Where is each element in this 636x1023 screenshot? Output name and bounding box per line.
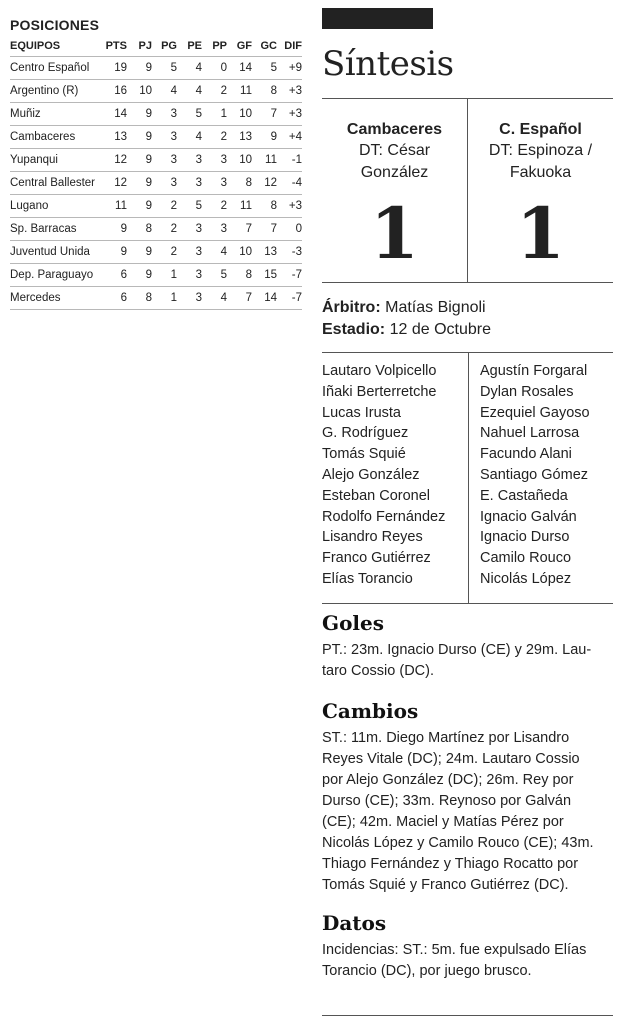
player-name: Esteban Coronel	[322, 487, 431, 504]
stat-cell: 8	[252, 79, 277, 102]
column-header: EQUIPOS	[10, 36, 102, 56]
match-officials	[322, 297, 613, 341]
standings-table	[10, 36, 302, 310]
team-name-cell: Muñiz	[10, 102, 102, 125]
stat-cell: 3	[202, 171, 227, 194]
stat-cell: 6	[102, 286, 127, 309]
stat-cell: 0	[202, 56, 227, 79]
changes-text	[322, 728, 613, 896]
stat-cell: 4	[177, 125, 202, 148]
stat-cell: 11	[227, 79, 252, 102]
stat-cell: 9	[127, 240, 152, 263]
stat-cell: 11	[252, 148, 277, 171]
standings-row	[10, 125, 302, 148]
stat-cell: 3	[177, 217, 202, 240]
stat-cell: +3	[277, 102, 302, 125]
stat-cell: 4	[152, 79, 177, 102]
stat-cell: 9	[127, 56, 152, 79]
stat-cell: 9	[252, 125, 277, 148]
stat-cell: 9	[102, 217, 127, 240]
stat-cell: 2	[202, 79, 227, 102]
stat-cell: 4	[202, 240, 227, 263]
referee-name: Matías Bignoli	[385, 299, 486, 316]
stat-cell: 3	[177, 286, 202, 309]
column-header: PJ	[127, 36, 152, 56]
stat-cell: 11	[102, 194, 127, 217]
stat-cell: 3	[202, 148, 227, 171]
stat-cell: 16	[102, 79, 127, 102]
section-marker-bar	[322, 8, 433, 29]
stat-cell: 10	[127, 79, 152, 102]
stat-cell: 6	[102, 263, 127, 286]
text-line: Tomás Squié y Franco Gutiérrez (DC).	[322, 877, 569, 893]
column-header: PE	[177, 36, 202, 56]
player-name: Nicolás López	[480, 570, 572, 587]
team-name-cell: Mercedes	[10, 286, 102, 309]
player-name: Ignacio Galván	[480, 508, 577, 525]
player-name: G. Rodríguez	[322, 425, 409, 442]
stat-cell: 0	[277, 217, 302, 240]
home-coach: DT: César	[358, 142, 431, 159]
stat-cell: 13	[252, 240, 277, 263]
player-name: E. Castañeda	[480, 487, 568, 504]
text-line: PT.: 23m. Ignacio Durso (CE) y 29m. Lau-	[322, 642, 592, 658]
stat-cell: 8	[127, 286, 152, 309]
stat-cell: 7	[227, 286, 252, 309]
stat-cell: 1	[152, 263, 177, 286]
divider	[322, 282, 613, 283]
column-header: DIF	[277, 36, 302, 56]
standings-row	[10, 194, 302, 217]
team-name-cell: Yupanqui	[10, 148, 102, 171]
stat-cell: 3	[177, 263, 202, 286]
referee-line	[322, 297, 613, 319]
stat-cell: 8	[227, 171, 252, 194]
divider	[322, 603, 613, 604]
team-name-cell: Juventud Unida	[10, 240, 102, 263]
stat-cell: -7	[277, 286, 302, 309]
text-line: Reyes Vitale (DC); 24m. Lautaro Cossio	[322, 751, 580, 767]
referee-label: Árbitro:	[322, 299, 381, 316]
vertical-divider	[468, 352, 469, 603]
stat-cell: +4	[277, 125, 302, 148]
text-line: Incidencias: ST.: 5m. fue expulsado Elías	[322, 942, 587, 958]
stat-cell: 8	[127, 217, 152, 240]
home-coach-surname: González	[360, 164, 429, 181]
column-header: GF	[227, 36, 252, 56]
stat-cell: 3	[152, 171, 177, 194]
stat-cell: 14	[102, 102, 127, 125]
stat-cell: 5	[252, 56, 277, 79]
stat-cell: 19	[102, 56, 127, 79]
goals-heading: Goles	[322, 611, 385, 635]
player-name: Nahuel Larrosa	[480, 425, 580, 442]
away-coach-surname: Fakuoka	[509, 164, 572, 181]
team-name-cell: Lugano	[10, 194, 102, 217]
stat-cell: 3	[152, 125, 177, 148]
teams-scoreboard	[322, 99, 613, 282]
stat-cell: 9	[127, 263, 152, 286]
player-name: Ignacio Durso	[480, 529, 570, 546]
player-name: Lautaro Volpicello	[322, 363, 437, 379]
text-line: Durso (CE); 33m. Reynoso por Galván	[322, 793, 572, 809]
stat-cell: -7	[277, 263, 302, 286]
stat-cell: 13	[102, 125, 127, 148]
changes-heading: Cambios	[322, 699, 419, 723]
team-name-cell: Argentino (R)	[10, 79, 102, 102]
goals-text	[322, 640, 613, 682]
home-team	[322, 99, 467, 282]
standings-row	[10, 240, 302, 263]
text-line: ST.: 11m. Diego Martínez por Lisandro	[322, 730, 570, 746]
team-name-cell: Sp. Barracas	[10, 217, 102, 240]
stat-cell: 2	[152, 240, 177, 263]
column-header: PG	[152, 36, 177, 56]
away-team	[468, 99, 613, 282]
stat-cell: 5	[177, 194, 202, 217]
player-name: Santiago Gómez	[480, 466, 589, 483]
lineups	[322, 352, 613, 603]
standings-row	[10, 171, 302, 194]
stat-cell: 15	[252, 263, 277, 286]
standings-row	[10, 148, 302, 171]
stat-cell: 9	[127, 102, 152, 125]
standings-row	[10, 56, 302, 79]
stadium-label: Estadio:	[322, 321, 386, 338]
stat-cell: 3	[177, 148, 202, 171]
stat-cell: 7	[227, 217, 252, 240]
stat-cell: 10	[227, 102, 252, 125]
divider	[322, 1015, 613, 1016]
stat-cell: 3	[202, 217, 227, 240]
stat-cell: 12	[252, 171, 277, 194]
standings-row	[10, 102, 302, 125]
stat-cell: 13	[227, 125, 252, 148]
data-text	[322, 940, 613, 982]
stat-cell: 9	[127, 171, 152, 194]
stat-cell: 4	[177, 79, 202, 102]
away-lineup	[480, 361, 590, 590]
away-score: 1	[516, 192, 565, 275]
stat-cell: 10	[227, 240, 252, 263]
stat-cell: 9	[102, 240, 127, 263]
player-name: Facundo Alani	[480, 446, 572, 463]
stat-cell: 8	[227, 263, 252, 286]
player-name: Elías Torancio	[322, 570, 413, 587]
team-name-cell: Dep. Paraguayo	[10, 263, 102, 286]
stat-cell: 3	[152, 148, 177, 171]
team-name-cell: Centro Español	[10, 56, 102, 79]
player-name: Ezequiel Gayoso	[480, 404, 590, 421]
standings-table-section	[10, 14, 302, 310]
stat-cell: -4	[277, 171, 302, 194]
stat-cell: 9	[127, 148, 152, 171]
player-name: Rodolfo Fernández	[322, 508, 446, 525]
stat-cell: 2	[152, 194, 177, 217]
stat-cell: 4	[202, 286, 227, 309]
player-name: Camilo Rouco	[480, 550, 572, 567]
standings-title: POSICIONES	[10, 17, 100, 33]
standings-row	[10, 217, 302, 240]
stat-cell: +3	[277, 194, 302, 217]
player-name: Dylan Rosales	[480, 383, 574, 400]
stat-cell: 5	[202, 263, 227, 286]
stat-cell: 1	[202, 102, 227, 125]
home-score: 1	[370, 192, 419, 275]
stat-cell: 4	[177, 56, 202, 79]
stat-cell: 2	[202, 125, 227, 148]
stat-cell: 10	[227, 148, 252, 171]
standings-row	[10, 263, 302, 286]
player-name: Franco Gutiérrez	[322, 550, 431, 567]
team-name-cell: Cambaceres	[10, 125, 102, 148]
stat-cell: 7	[252, 217, 277, 240]
team-name-cell: Central Ballester	[10, 171, 102, 194]
stat-cell: 12	[102, 148, 127, 171]
standings-row	[10, 79, 302, 102]
player-name: Lisandro Reyes	[322, 529, 423, 546]
stat-cell: +3	[277, 79, 302, 102]
text-line: Nicolás López y Camilo Rouco (CE); 43m.	[322, 835, 594, 851]
text-line: (CE); 42m. Maciel y Matías Pérez por	[322, 814, 564, 830]
home-team-name: Cambaceres	[346, 121, 443, 138]
stat-cell: 5	[152, 56, 177, 79]
stat-cell: 2	[152, 217, 177, 240]
stat-cell: 3	[152, 102, 177, 125]
stadium-line	[322, 319, 613, 341]
column-header: PP	[202, 36, 227, 56]
player-name: Tomás Squié	[322, 446, 406, 463]
data-heading: Datos	[322, 911, 387, 935]
away-team-name: C. Español	[499, 121, 582, 138]
stat-cell: 7	[252, 102, 277, 125]
stat-cell: 2	[202, 194, 227, 217]
stat-cell: 11	[227, 194, 252, 217]
away-coach: DT: Espinoza /	[488, 142, 593, 159]
stat-cell: +9	[277, 56, 302, 79]
stat-cell: 3	[177, 240, 202, 263]
stat-cell: 12	[102, 171, 127, 194]
column-header: PTS	[102, 36, 127, 56]
stadium-name: 12 de Octubre	[389, 321, 491, 338]
stat-cell: 1	[152, 286, 177, 309]
synthesis-title: Síntesis	[322, 44, 454, 84]
stat-cell: -1	[277, 148, 302, 171]
standings-header-row	[10, 36, 302, 56]
text-line: Thiago Fernández y Thiago Rocatto por	[322, 856, 579, 872]
text-line: por Alejo González (DC); 26m. Rey por	[322, 772, 574, 788]
home-lineup	[322, 361, 445, 590]
standings-row	[10, 286, 302, 309]
stat-cell: 14	[227, 56, 252, 79]
stat-cell: 5	[177, 102, 202, 125]
stat-cell: -3	[277, 240, 302, 263]
player-name: Agustín Forgaral	[480, 363, 588, 379]
stat-cell: 9	[127, 125, 152, 148]
column-header: GC	[252, 36, 277, 56]
stat-cell: 3	[177, 171, 202, 194]
player-name: Lucas Irusta	[322, 404, 401, 421]
player-name: Iñaki Berterretche	[322, 383, 437, 400]
stat-cell: 8	[252, 194, 277, 217]
text-line: Torancio (DC), por juego brusco.	[322, 963, 532, 979]
player-name: Alejo González	[322, 466, 420, 483]
stat-cell: 14	[252, 286, 277, 309]
text-line: taro Cossio (DC).	[322, 663, 434, 679]
stat-cell: 9	[127, 194, 152, 217]
